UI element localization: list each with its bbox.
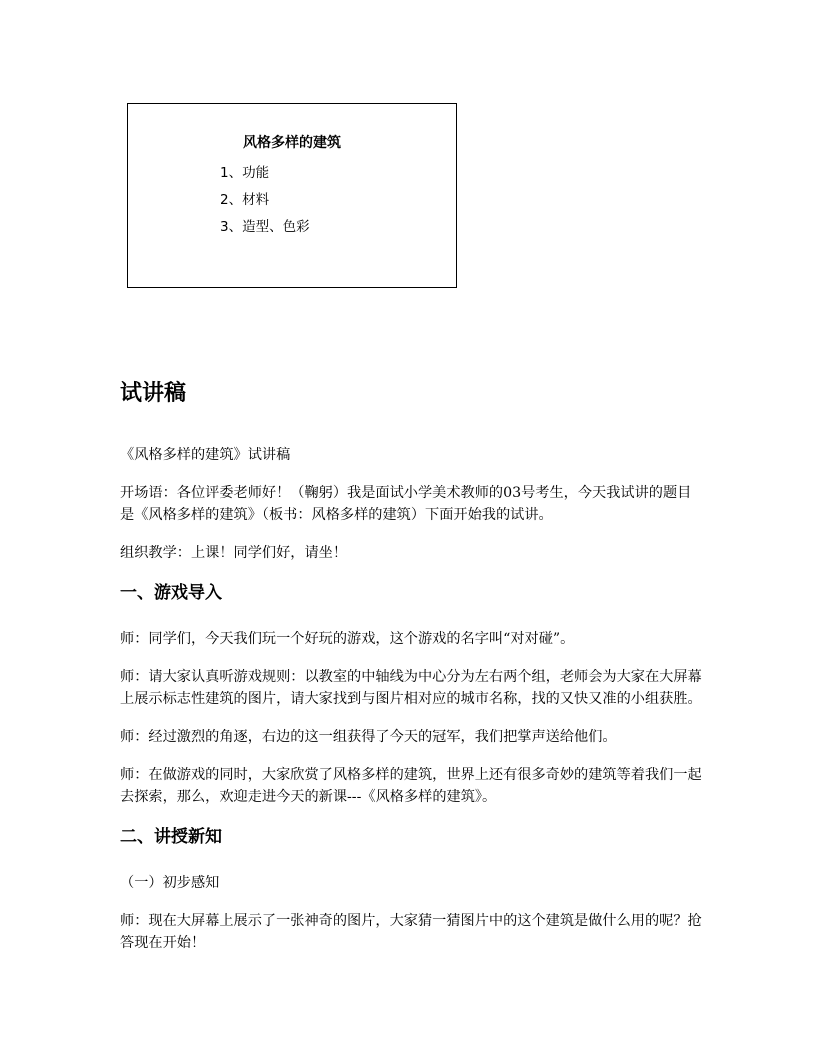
- blackboard-outline: [127, 103, 457, 288]
- subsection-heading: （一）初步感知: [120, 875, 220, 891]
- section-heading-new-knowledge: 二、讲授新知: [120, 827, 222, 847]
- paragraph: 师：现在大屏幕上展示了一张神奇的图片，大家猜一猜图片中的这个建筑是做什么用的呢？抢答现在开始！: [120, 913, 702, 951]
- board-item-function: 1、功能: [220, 165, 270, 181]
- document-body: [120, 378, 705, 970]
- document-title: 试讲稿: [120, 381, 187, 406]
- paragraph: 师：请大家认真听游戏规则：以教室的中轴线为中心分为左右两个组，老师会为大家在大屏幕上展示标志性建筑的图片，请大家找到与图片相对应的城市名称，找的又快又准的小组获胜。: [120, 669, 702, 707]
- paragraph: 师：同学们，今天我们玩一个好玩的游戏，这个游戏的名字叫“对对碰”。: [120, 631, 575, 647]
- board-item-material: 2、材料: [220, 192, 270, 208]
- organize-paragraph: 组织教学：上课！同学们好，请坐！: [120, 545, 348, 561]
- board-item-shape-color: 3、造型、色彩: [220, 219, 310, 235]
- board-title: 风格多样的建筑: [243, 135, 341, 151]
- section-heading-game: 一、游戏导入: [120, 583, 222, 603]
- paragraph: 师：在做游戏的同时，大家欣赏了风格多样的建筑，世界上还有很多奇妙的建筑等着我们一起去探索，那么，欢迎走进今天的新课---《风格多样的建筑》。: [120, 767, 702, 805]
- paragraph: 师：经过激烈的角逐，右边的这一组获得了今天的冠军，我们把掌声送给他们。: [120, 729, 617, 745]
- opening-paragraph: 开场语：各位评委老师好！（鞠躬）我是面试小学美术教师的03号考生，今天我试讲的题目是《风格多样的建筑》（板书：风格多样的建筑）下面开始我的试讲。: [120, 485, 692, 523]
- document-subtitle: 《风格多样的建筑》试讲稿: [120, 447, 291, 463]
